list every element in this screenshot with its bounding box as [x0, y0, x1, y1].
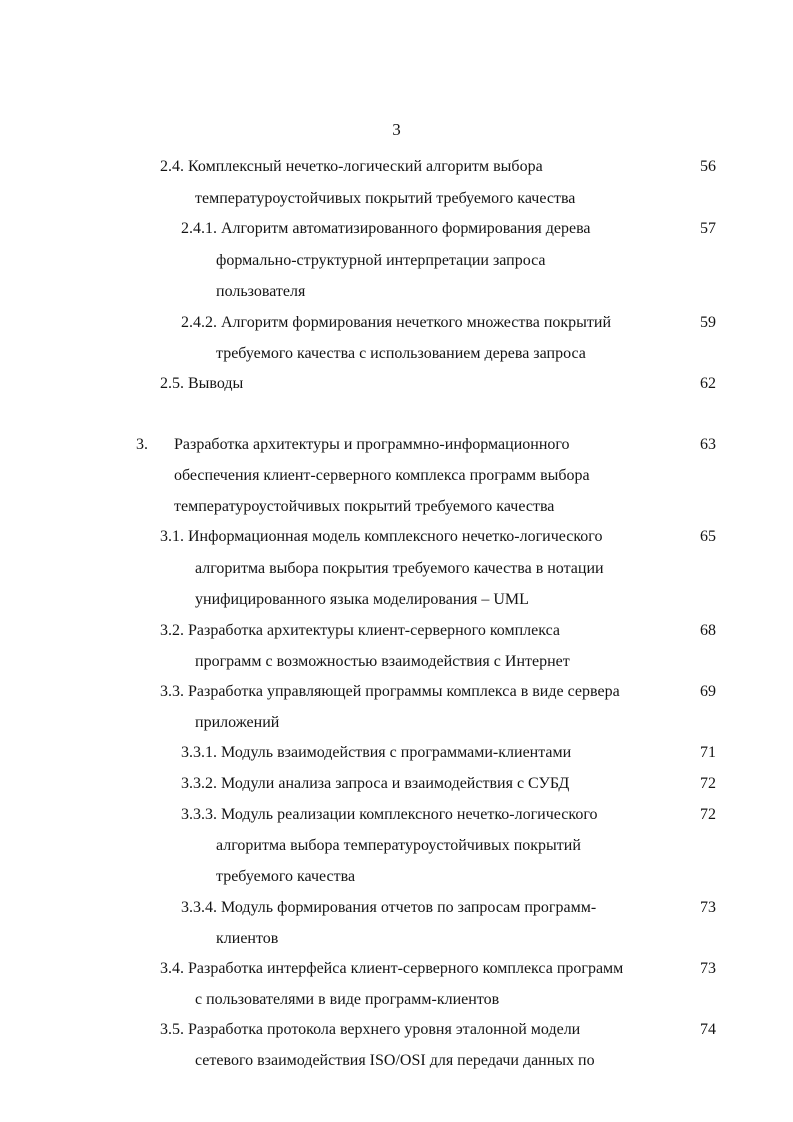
toc-entry-3-4-line-2: с пользователями в виде программ-клиентов [195, 991, 500, 1008]
toc-entry-3-3-1-line-1: 3.3.1. Модуль взаимодействия с программами-клиентами [181, 744, 572, 761]
toc-entry-3-3-4-page: 73 [700, 899, 716, 916]
toc-entry-3-3-2-page: 72 [700, 775, 716, 792]
toc-entry-3-1-line-3: унифицированного языка моделирования – UML [195, 591, 529, 608]
toc-entry-3-line-3: температуроустойчивых покрытий требуемого качества [174, 498, 555, 515]
toc-entry-3-line-2: обеспечения клиент-серверного комплекса программ выбора [174, 467, 590, 484]
toc-entry-3-3-4-line-1: 3.3.4. Модуль формирования отчетов по запросам программ- [181, 899, 597, 916]
toc-entry-2-4-1-line-2: формально-структурной интерпретации запроса [216, 252, 546, 269]
toc-entry-3-5-page: 74 [700, 1021, 716, 1038]
toc-entry-3-3-3-line-3: требуемого качества [216, 868, 356, 885]
toc-entry-3-1-page: 65 [700, 528, 716, 545]
toc-entry-3-3-3-page: 72 [700, 806, 716, 823]
toc-entry-3-3-1-page: 71 [700, 744, 716, 761]
toc-entry-3-line-1: Разработка архитектуры и программно-информационного [174, 436, 570, 453]
toc-entry-3-2-line-1: 3.2. Разработка архитектуры клиент-серверного комплекса [160, 622, 561, 639]
toc-entry-3-4-page: 73 [700, 960, 716, 977]
toc-entry-3-3-line-1: 3.3. Разработка управляющей программы комплекса в виде сервера [160, 683, 620, 700]
toc-entry-3-3-3-line-1: 3.3.3. Модуль реализации комплексного нечетко-логического [181, 806, 598, 823]
toc-entry-2-4-2-page: 59 [700, 314, 716, 331]
toc-entry-3-1-line-1: 3.1. Информационная модель комплексного нечетко-логического [160, 528, 603, 545]
toc-entry-3-3-line-2: приложений [195, 714, 280, 731]
toc-entry-3-3-4-line-2: клиентов [216, 930, 279, 947]
toc-entry-3-5-line-1: 3.5. Разработка протокола верхнего уровня эталонной модели [160, 1021, 581, 1038]
page-number: 3 [392, 120, 401, 139]
toc-entry-3-2-line-2: программ с возможностью взаимодействия с Интернет [195, 653, 570, 670]
toc-entry-2-4-page: 56 [700, 158, 716, 175]
toc-entry-2-4-line-1: 2.4. Комплексный нечетко-логический алгоритм выбора [160, 158, 543, 175]
toc-entry-3-3-2-line-1: 3.3.2. Модули анализа запроса и взаимодействия с СУБД [181, 775, 570, 792]
toc-entry-2-4-1-page: 57 [700, 220, 716, 237]
toc-entry-2-4-2-line-2: требуемого качества с использованием дерева запроса [216, 345, 586, 362]
toc-entry-3-3-page: 69 [700, 683, 716, 700]
toc-entry-3-4-line-1: 3.4. Разработка интерфейса клиент-серверного комплекса программ [160, 960, 624, 977]
toc-entry-2-4-1-line-3: пользователя [216, 283, 306, 300]
toc-entry-2-5-page: 62 [700, 375, 716, 392]
toc-entry-3-3-3-line-2: алгоритма выбора температуроустойчивых покрытий [216, 837, 581, 854]
toc-entry-2-4-1-line-1: 2.4.1. Алгоритм автоматизированного формирования дерева [181, 220, 591, 237]
toc-entry-3-5-line-2: сетевого взаимодействия ISO/OSI для передачи данных по [195, 1052, 595, 1069]
toc-entry-3-page: 63 [700, 436, 716, 453]
toc-entry-3-2-page: 68 [700, 622, 716, 639]
toc-entry-2-5-line-1: 2.5. Выводы [160, 375, 244, 392]
toc-entry-3-1-line-2: алгоритма выбора покрытия требуемого качества в нотации [195, 560, 604, 577]
toc-entry-2-4-line-2: температуроустойчивых покрытий требуемого качества [195, 190, 576, 207]
toc-entry-3-number: 3. [136, 436, 148, 453]
toc-entry-2-4-2-line-1: 2.4.2. Алгоритм формирования нечеткого множества покрытий [181, 314, 612, 331]
